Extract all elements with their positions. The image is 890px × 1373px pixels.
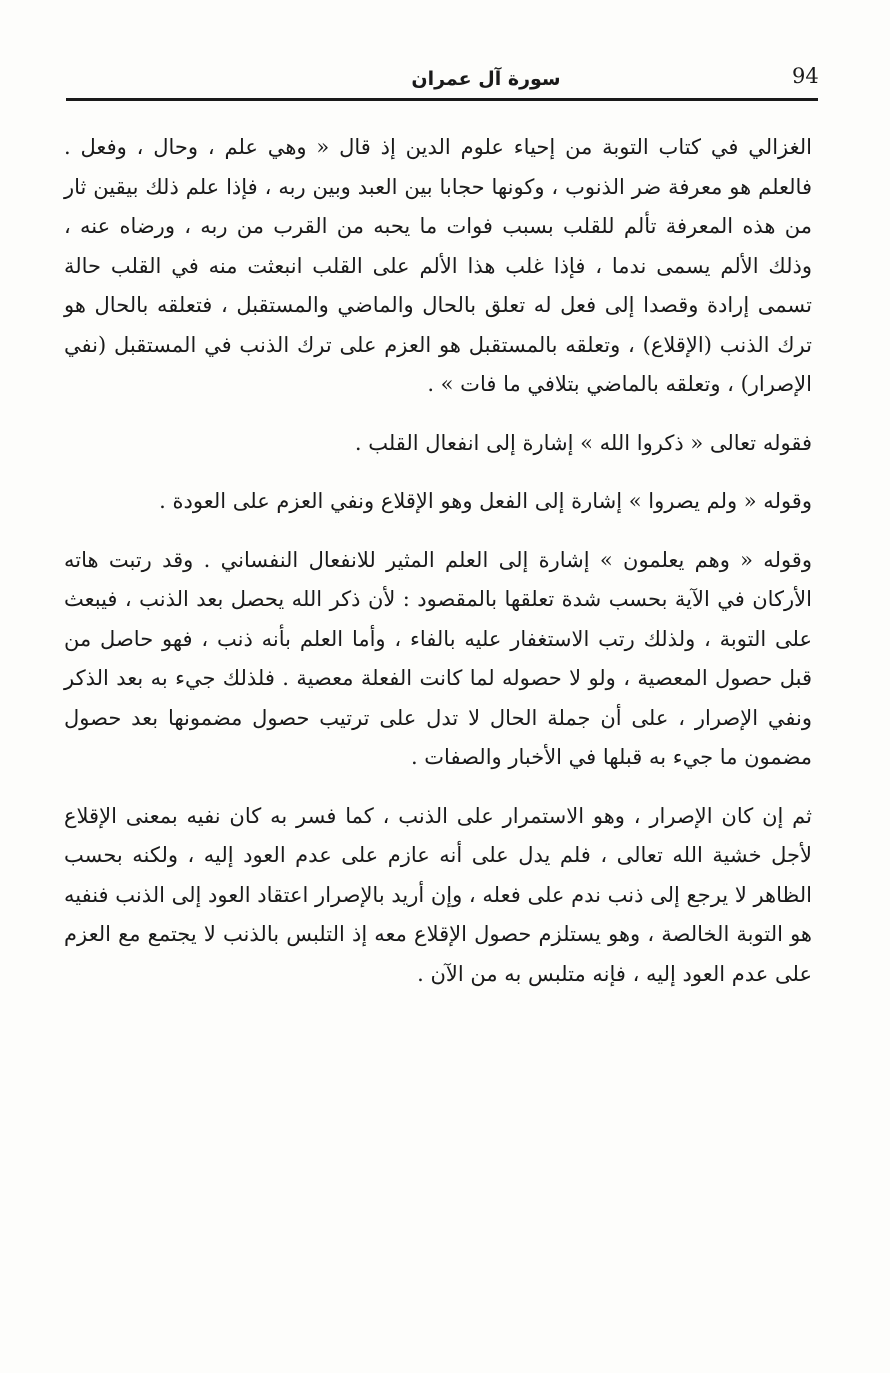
header-rule [66,98,818,101]
paragraph-4: وقوله « وهم يعلمون » إشارة إلى العلم المثير للانفعال النفساني . وقد رتبت هاته الأركان في الآية بحسب شدة تعلقها بالمقصود : لأن ذكر الله يحصل بعد الذنب ، فيبعث على التوبة ، ولذلك رتب الاستغفار عليه بالفاء ، وأما العلم بأنه ذنب ، فهو حاصل من قبل حصول المعصية ، ولو لا حصوله لما كانت الفعلة معصية . فلذلك جيء به بعد الذكر ونفي الإصرار ، على أن جملة الحال لا تدل على ترتيب حصول مضمونها بعد حصول مضمون ما جيء به قبلها في الأخبار والصفات . [64,547,812,769]
paragraph-1: الغزالي في كتاب التوبة من إحياء علوم الدين إذ قال « وهي علم ، وحال ، وفعل . فالعلم هو معرفة ضر الذنوب ، وكونها حجابا بين العبد وبين ربه ، فإذا علم ذلك بيقين ثار من هذه المعرفة تألم للقلب بسبب فوات ما يحبه من القرب من ربه ، ورضاه عنه ، وذلك الألم يسمى ندما ، فإذا غلب هذا الألم على القلب انبعثت منه في القلب حالة تسمى إرادة وقصدا إلى فعل له تعلق بالحال والماضي والمستقبل ، فتعلقه بالحال هو ترك الذنب (الإقلاع) ، وتعلقه بالمستقبل هو العزم على ترك الذنب في المستقبل (نفي الإصرار) ، وتعلقه بالماضي بتلافي ما فات » . [64,135,812,396]
page-number: 94 [792,64,819,88]
paragraph-3: وقوله « ولم يصروا » إشارة إلى الفعل وهو الإقلاع ونفي العزم على العودة . [159,489,812,513]
page-header [66,60,818,100]
page-body [64,128,812,994]
paragraph-5: ثم إن كان الإصرار ، وهو الاستمرار على الذنب ، كما فسر به كان نفيه بمعنى الإقلاع لأجل خشية الله تعالى ، فلم يدل على أنه عازم على عدم العود إليه ، ولكنه بحسب الظاهر لا يرجع إلى ذنب ندم على فعله ، وإن أريد بالإصرار اعتقاد العود إلى الذنب فنفيه هو التوبة الخالصة ، وهو يستلزم حصول الإقلاع معه إذ التلبس بالذنب لا يجتمع مع العزم على عدم العود إليه ، فإنه متلبس به من الآن . [63,803,812,986]
running-title: سورة آل عمران [411,68,561,90]
paragraph-2: فقوله تعالى « ذكروا الله » إشارة إلى انفعال القلب . [354,430,812,455]
